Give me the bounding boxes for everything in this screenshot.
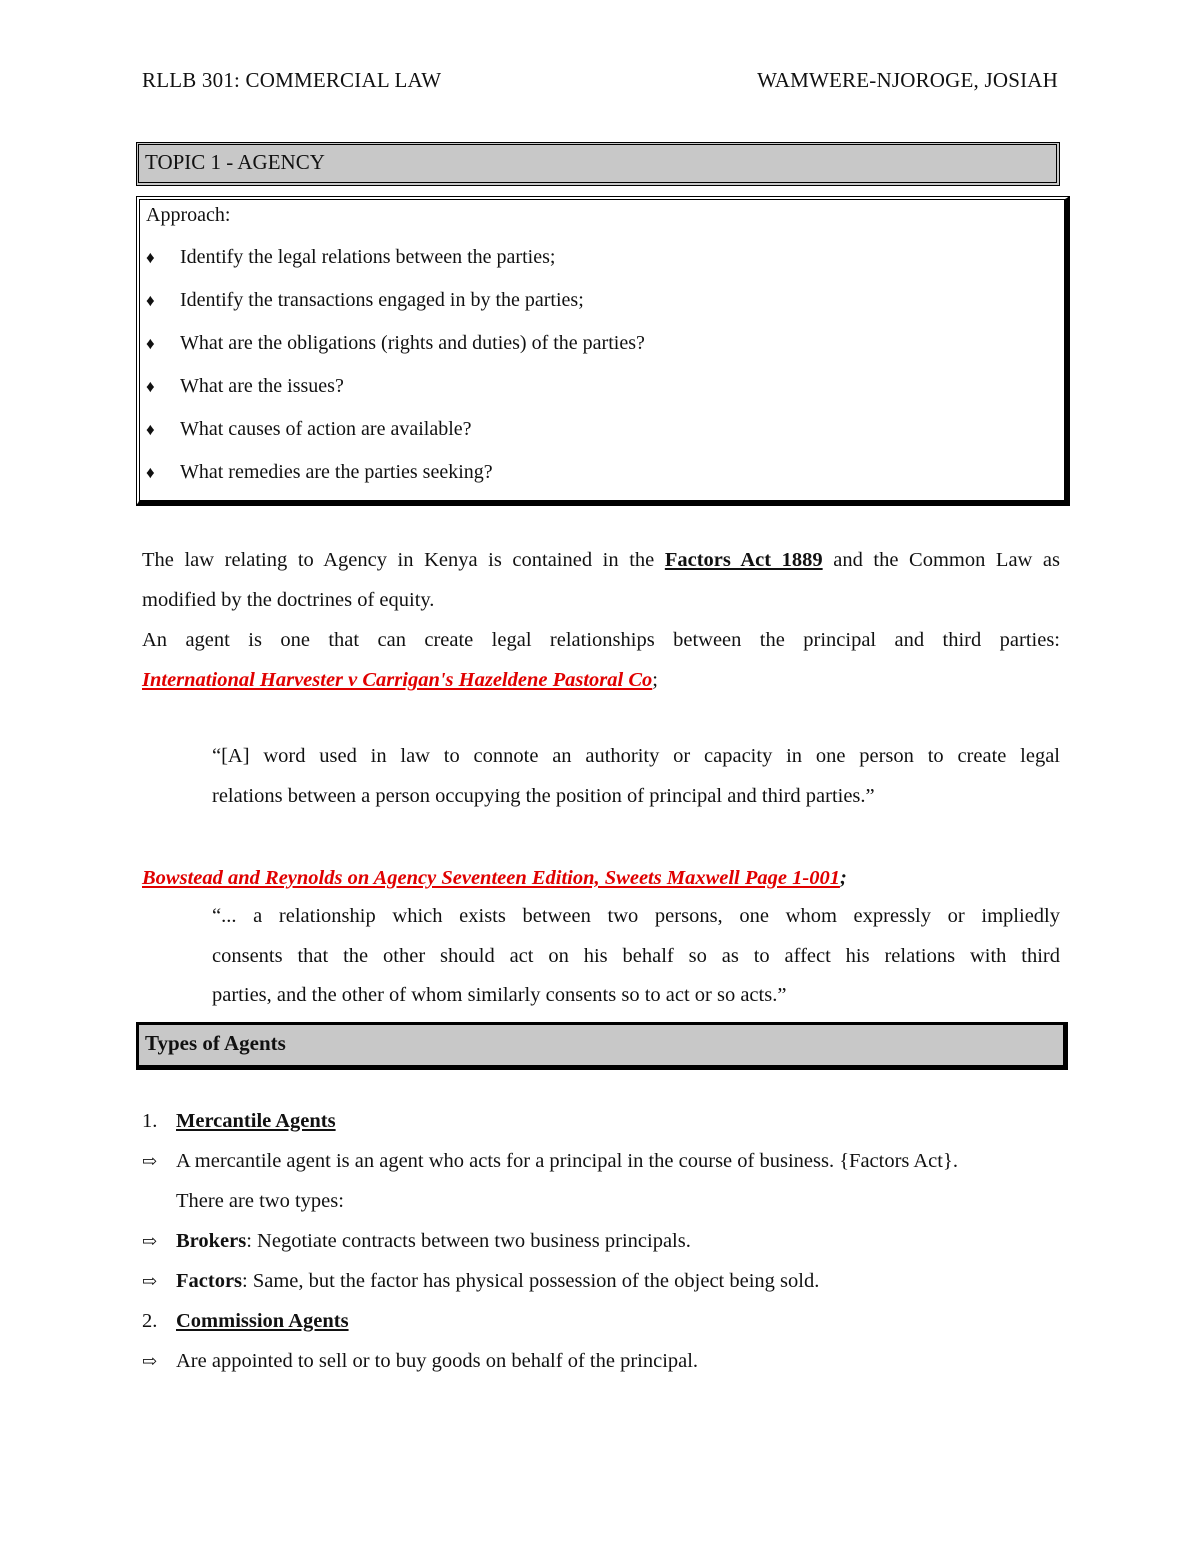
diamond-bullet-icon: ♦ — [146, 463, 155, 482]
brokers-label: Brokers — [176, 1230, 247, 1252]
case-line: International Harvester v Carrigan's Hazeldene Pastoral Co; — [142, 669, 658, 691]
approach-item: ♦ What are the issues? — [146, 375, 344, 397]
source-citation-line: Bowstead and Reynolds on Agency Seventeen Edition, Sweets Maxwell Page 1-001; — [142, 867, 847, 889]
quote-block: “... a relationship which exists between two persons, one whom expressly or impliedly consents that the other should act on his behalf so as to affect his relations with third parties, and the other of whom similarly consents so to act or so acts.” — [212, 905, 1060, 1006]
arrow-bullet-icon: ⇨ — [142, 1271, 158, 1291]
approach-item: ♦ What causes of action are available? — [146, 418, 472, 440]
factors-act-reference: Factors Act 1889 — [664, 549, 823, 571]
diamond-bullet-icon: ♦ — [146, 377, 155, 396]
header-author: WAMWERE-NJOROGE, JOSIAH — [757, 68, 1058, 92]
approach-item: ♦ What are the obligations (rights and duties) of the parties? — [146, 332, 645, 354]
approach-item: ♦ Identify the legal relations between the parties; — [146, 246, 556, 268]
quote-block: “[A] word used in law to connote an authority or capacity in one person to create legal relations between a person occupying the position of principal and third parties.” — [212, 745, 1060, 807]
intro-line: The law relating to Agency in Kenya is contained in the Factors Act 1889 and the Common Law as — [142, 549, 1061, 571]
header-course: RLLB 301: COMMERCIAL LAW — [142, 68, 442, 92]
list-item: 1. Mercantile Agents — [142, 1110, 336, 1132]
book-citation: Bowstead and Reynolds on Agency Seventeen Edition, Sweets Maxwell Page 1-001 — [142, 867, 840, 889]
factors-label: Factors — [176, 1270, 243, 1292]
list-item: ⇨ Are appointed to sell or to buy goods on behalf of the principal. — [142, 1350, 699, 1372]
list-item: ⇨ Brokers: Negotiate contracts between two business principals. — [142, 1230, 691, 1252]
types-title: Types of Agents — [145, 1031, 286, 1055]
diamond-bullet-icon: ♦ — [146, 334, 155, 353]
agent-definition: An agent is one that can create legal relationships between the principal and third parties: — [142, 629, 1060, 651]
topic-title: TOPIC 1 - AGENCY — [145, 150, 325, 174]
list-item: ⇨ Factors: Same, but the factor has physical possession of the object being sold. — [142, 1270, 820, 1292]
topic-title-box — [136, 142, 1060, 186]
approach-item: ♦ What remedies are the parties seeking? — [146, 461, 493, 483]
list-item: There are two types: — [176, 1190, 344, 1212]
intro-paragraph — [142, 540, 1060, 700]
diamond-bullet-icon: ♦ — [146, 420, 155, 439]
case-citation: International Harvester v Carrigan's Hazeldene Pastoral Co — [142, 669, 653, 691]
arrow-bullet-icon: ⇨ — [142, 1231, 158, 1251]
types-title-box — [136, 1022, 1068, 1070]
diamond-bullet-icon: ♦ — [146, 248, 155, 267]
diamond-bullet-icon: ♦ — [146, 291, 155, 310]
list-item: ⇨ A mercantile agent is an agent who acts for a principal in the course of business. {Factors Act}. — [142, 1150, 958, 1172]
approach-item: ♦ Identify the transactions engaged in by the parties; — [146, 289, 584, 311]
arrow-bullet-icon: ⇨ — [142, 1351, 158, 1371]
mercantile-agents-heading: Mercantile Agents — [176, 1110, 336, 1132]
approach-title: Approach: — [146, 204, 231, 226]
arrow-bullet-icon: ⇨ — [142, 1151, 158, 1171]
commission-agents-heading: Commission Agents — [176, 1310, 349, 1332]
list-item: 2. Commission Agents — [142, 1310, 349, 1332]
intro-line: modified by the doctrines of equity. — [142, 589, 435, 611]
approach-box — [136, 196, 1070, 506]
